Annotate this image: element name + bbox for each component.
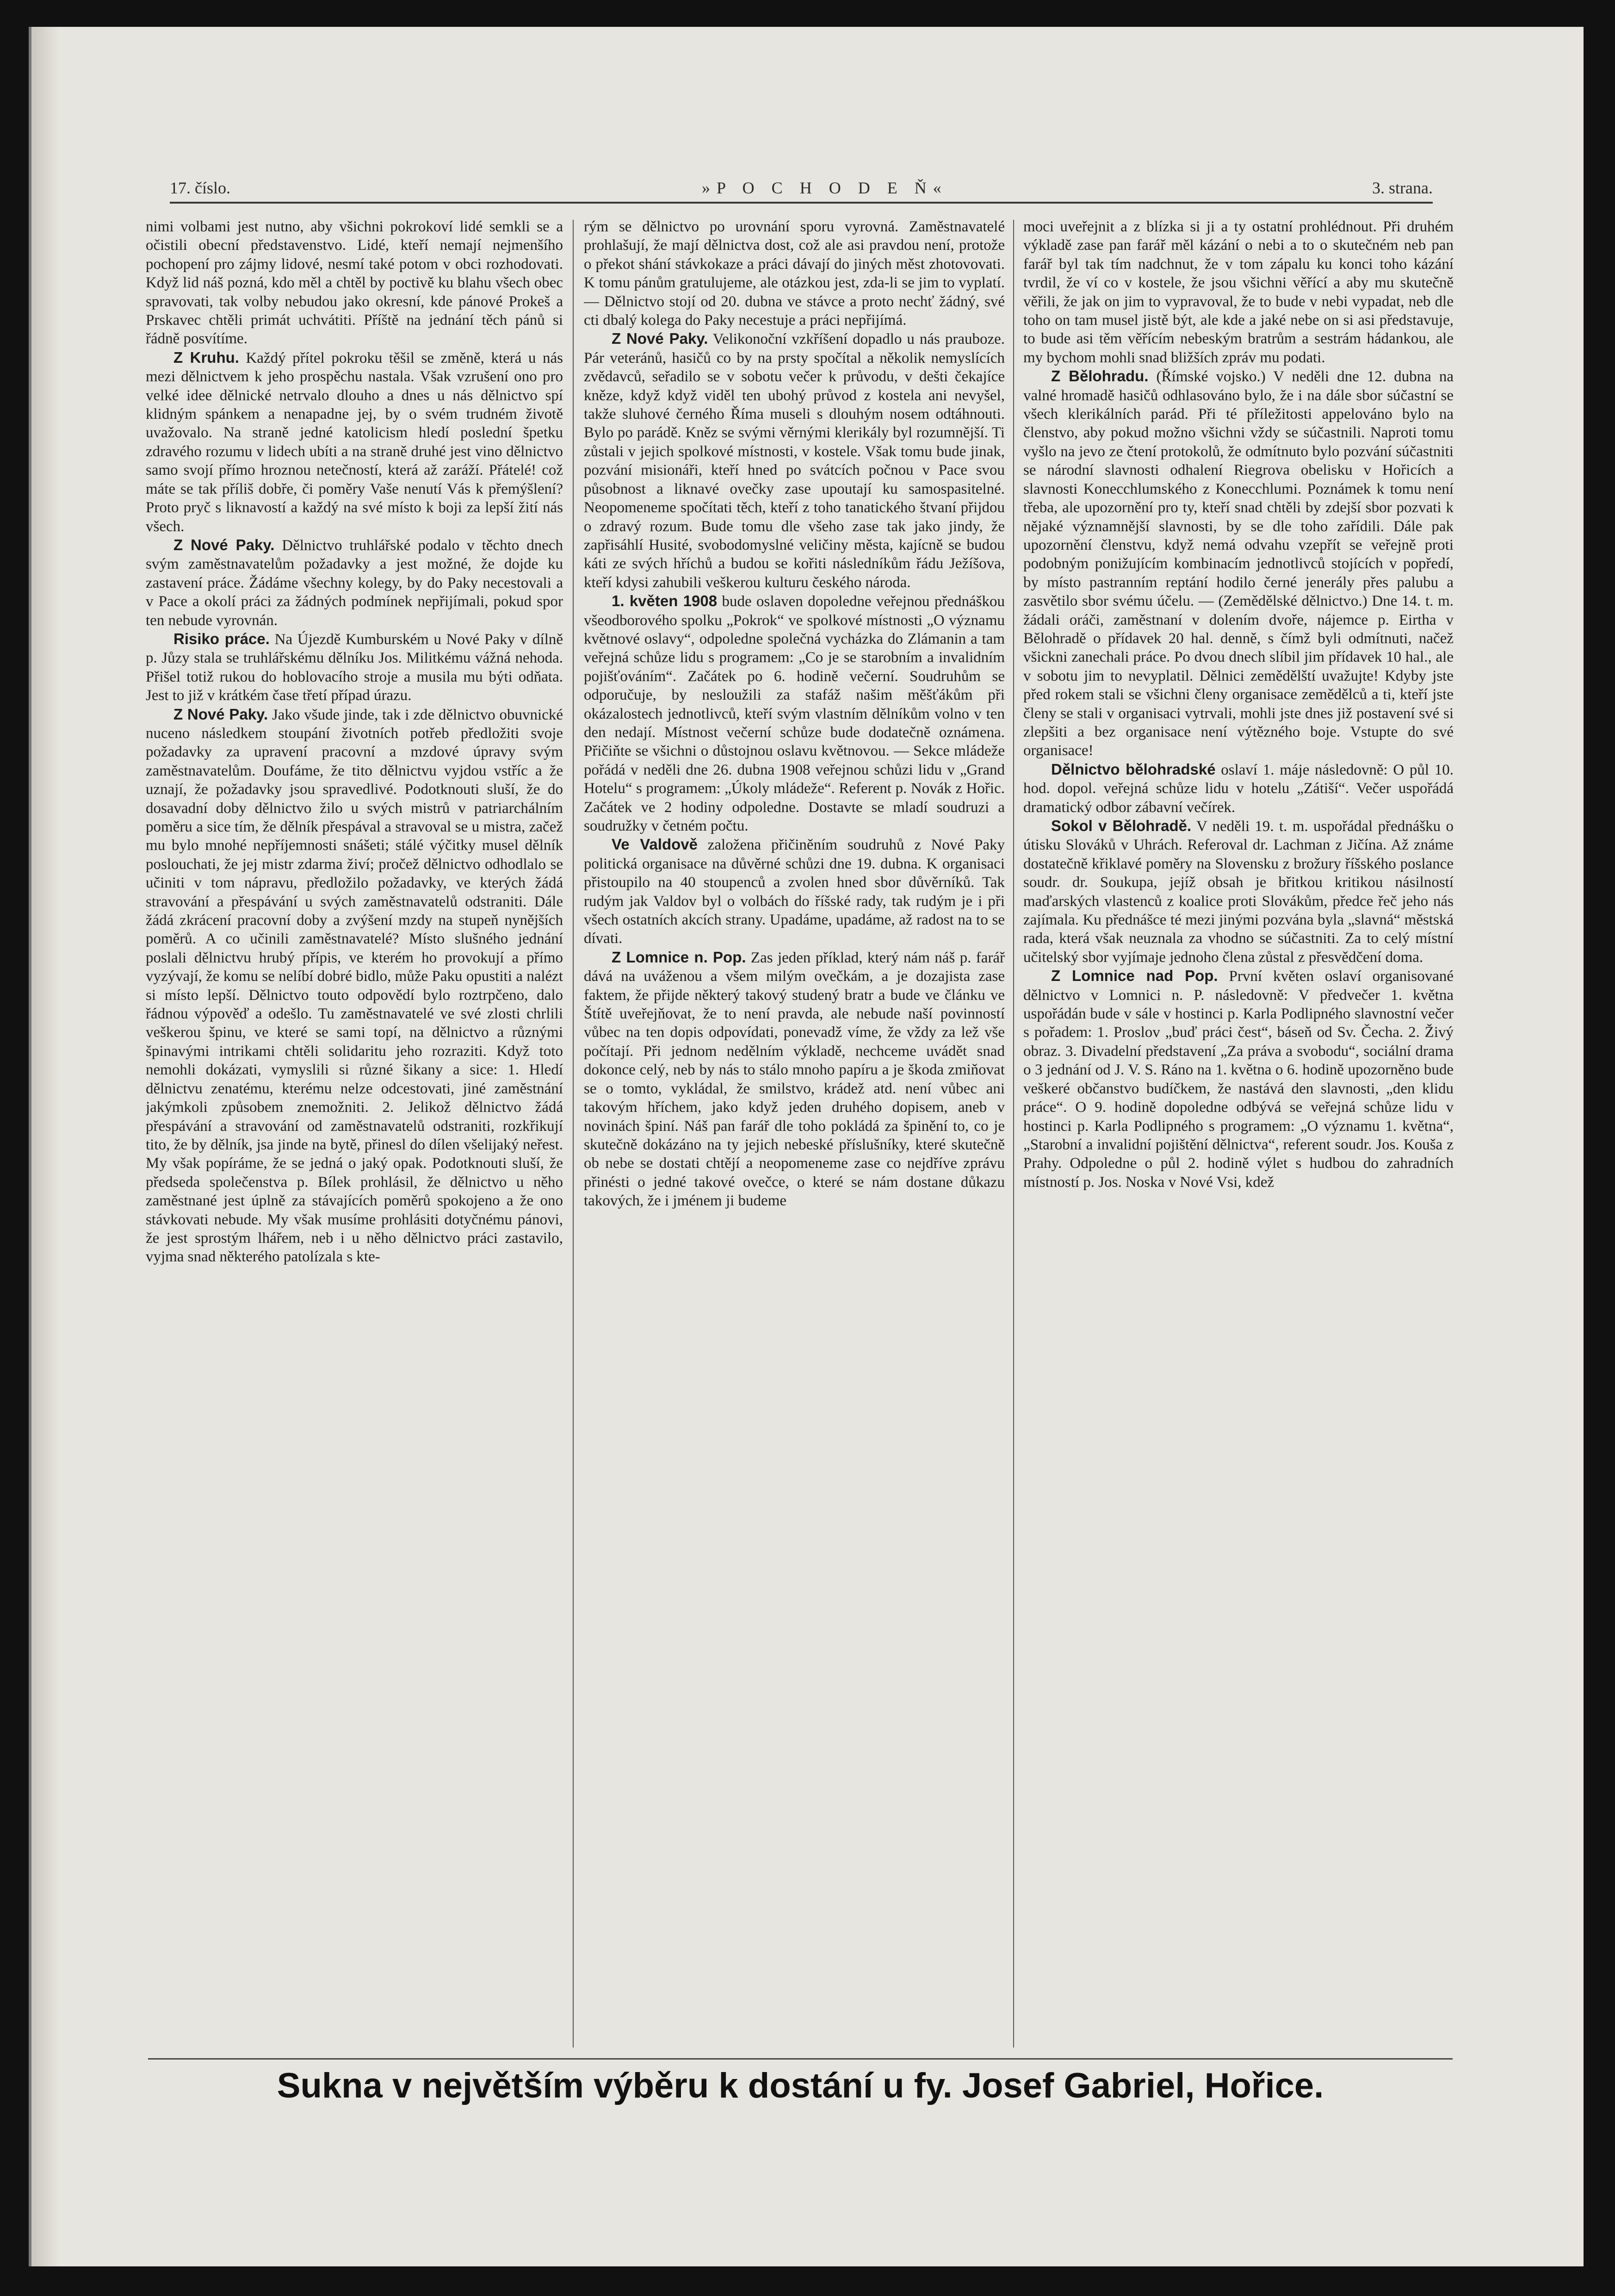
article-paragraph xyxy=(584,592,1005,835)
article-text: bude oslaven dopoledne veřejnou přednáškou všeodborového spolku „Pokrok“ ve spolkové místnosti „O významu květnové oslavy“, odpoledne společná vycházka do Zlámanin a tam veřejná schůze lidu s programem: „Co je se starobním a invalidním pojišťováním“. Začátek po 6. hodině večerní. Soudruhům se odporučuje, by nesloužili za stafáž našim měšťákům při okázalostech jednotlivců, kteří svým vlastním dělníkům volno v ten den nedají. Místnost večerní schůze bude dodatečně oznámena. Přičiňte se všichni o důstojnou oslavu květnovou. — Sekce mládeže pořádá v neděli dne 26. dubna 1908 veřejnou schůzi lidu v „Grand Hotelu“ s programem: „Úkoly mládeže“. Referent p. Novák z Hořic. Začátek ve 2 hodiny odpoledne. Dostavte se mladí soudruzi a soudružky v četném počtu. xyxy=(584,593,1005,834)
article-text: V neděli 19. t. m. uspořádal přednášku o útisku Slováků v Uhrách. Referoval dr. Lachman z Jičína. Až známe dostatečně křiklavé poměry na Slovensku z brožury říšského poslance soudr. dr. Soukupa, jejíž obsah je břitkou kritikou násilností maďarských vlastenců z koalice proti Slovákům, předce řeč jeho nás zajímala. Ku přednášce té mezi jinými pozvána byla „slavná“ městská rada, která však neuznala za vhodno se súčastniti. Za to celý místní učitelský sbor vyjímaje jednoho člena zůstal z přesvědčení doma. xyxy=(1023,818,1454,966)
article-text: oslaví 1. máje následovně: O půl 10. hod. dopol. veřejná schůze lidu v hotelu „Zátiší“. Večer uspořádá dramatický odbor zábavní večírek. xyxy=(1023,761,1454,816)
article-paragraph xyxy=(1023,760,1454,817)
article-paragraph xyxy=(146,536,563,630)
page-number: 3. strana. xyxy=(1372,179,1433,197)
article-paragraph xyxy=(1023,217,1454,367)
article-heading: Z Lomnice n. Pop. xyxy=(612,948,746,966)
text-column-2 xyxy=(584,217,1005,2050)
column-divider xyxy=(573,220,574,2048)
article-paragraph xyxy=(584,948,1005,1210)
article-heading: 1. květen 1908 xyxy=(612,592,718,610)
article-heading: Z Bělohradu. xyxy=(1051,367,1149,385)
article-heading: Z Lomnice nad Pop. xyxy=(1051,967,1218,985)
article-text: Dělnictvo truhlářské podalo v těchto dnech svým zaměstnavatelům požadavky a jest možné, že dojde ku zastavení práce. Žádáme všechny kolegy, by do Paky necestovali a v Pace a okolí práci za žádných podmínek nepřijímali, pokud spor ten nebude vyrovnán. xyxy=(146,537,563,629)
article-text: Zas jeden příklad, který nám náš p. farář dává na uváženou a všem milým ovečkám, a je dozajista zase faktem, že přijde některý takový studený bratr a bude ve článku ve Štítě uveřejňovat, že to není pravda, ale nebude naší povinností vůbec na ten dopis odpovídati, ponevadž víme, že vždy za lež vše počítají. Při jednom nedělním výkladě, nechceme uvádět snad dokonce celý, neb by nás to stálo mnoho papíru a je škoda zmiňovat se o tomto, vykládal, že smilstvo, krádež atd. není vůbec ani takovým hříchem, jako když jeden druhého dopisem, aneb v novinách špiní. Náš pan farář dle toho pokládá za špinění to, co je skutečně dokázáno na ty jejich nebeské příslušníky, které skutečně ob nebe se dostati chtějí a neopomeneme zase co nejdříve zprávu přinésti o jedné takové ovečce, o které se nám dostane důkazu takových, že i jménem ji budeme xyxy=(584,949,1005,1210)
article-text: Na Újezdě Kumburském u Nové Paky v dílně p. Jůzy stala se truhlářskému dělníku Jos. Militkému vážná nehoda. Přišel totiž rukou do hoblovacího stroje a musila mu býti odňata. Jest to již v krátkém čase třetí případ úrazu. xyxy=(146,631,563,704)
article-paragraph xyxy=(1023,967,1454,1191)
article-heading: Dělnictvo bělohradské xyxy=(1051,760,1216,778)
article-text: Každý přítel pokroku těšil se změně, která u nás mezi dělnictvem k jeho prospěchu nastala. Však vzrušení ono pro velké idee dělnické netrvalo dlouho a dnes u nás dělnictvo spí klidným spánkem a nenapadne jej, by o svém trudném životě uvažovalo. Na straně jedné katolicism hledí poslední špetku zdravého rozumu v lidech ubíti a na straně druhé jest vino dělnictvo samo svojí přímo hroznou netečností, která až zaráží. Přátelé! což máte se tak příliš dobře, či poměry Vaše nenutí Vás k přemýšlení? Proto pryč s liknavostí a každý na své místo k boji za lepší žití nás všech. xyxy=(146,349,563,535)
article-text: Jako všude jinde, tak i zde dělnictvo obuvnické nuceno následkem stoupání životních potřeb předložiti svoje požadavky za upravení pracovní a mzdové úpravy svým zaměstnavatelům. Doufáme, že tito dělnictvu vyjdou vstříc a že uznají, že požadavky jsou spravedlivé. Podotknouti sluší, že do dosavadní doby dělnictvo žilo u svých mistrů v patriarchálním poměru a sice tím, že dělník přespával a stravoval se u mistra, začež mu bylo mnohé nepříjemnosti snášeti; stálé výčitky musel dělník poslouchati, že jej mistr zdarma živí; pročež dělnictvo odhodlalo se učiniti v tom nápravu, předložilo požadavky, ve kterých žádá stravování a přespávání u svých zaměstnavatelů odstraniti. Dále žádá zkrácení pracovní doby a zvýšení mzdy na stupeň nynějších poměrů. A co učinili zaměstnavatelé? Místo slušného jednání poslali dělnictvu hrubý přípis, ve kterém ho provokují a přímo vyzývají, že komu se nelíbí dobré bidlo, může Paku opustiti a nalézt si místo lepší. Dělnictvo touto odpovědí bylo roztrpčeno, dalo řádnou výpověď a odešlo. Tu zaměstnavatelé ve své zlosti chrlili veškerou špinu, ve které se sami topí, na dělnictvo a různými špinavými intrikami chtěli solidaritu jeho rozraziti. Když toto nemohli dokázati, vymyslili si různé šikany a sice: 1. Hledí dělnictvu zenatému, kterému nelze odcestovati, jiné zaměstnání jakýmkoli způsobem znemožniti. 2. Jelikož dělnictvo žádá přespávání a stravování od zaměstnavatelů odstraniti, rozkřikují tito, že by dělník, jsa jinde na bytě, přinesl do dílen všelijaký neřest. My však popíráme, že se jedná o jaký opak. Podotknouti sluší, že předseda společenstva p. Bílek prohlásil, že dělnictvo u něho zaměstnané jest úplně za stávajících poměrů spokojeno a že ono stávkovati nebude. My však musíme prohlásiti dotyčnému pánovi, že jest sprostým lhářem, neb i u něho dělnictvo práci zastavilo, vyjma snad některého patolízala s kte- xyxy=(146,706,563,1266)
article-text: Velikonoční vzkříšení dopadlo u nás prauboze. Pár veteránů, hasičů co by na prsty spočítal a několik nemyslících zvědavců, seřadilo se v sobotu večer k průvodu, v dešti čekajíce kněze, když když viděl ten ubohý průvod z kostela ani nevyšel, takže sluhové černého Říma museli s dlouhým nosem odtáhnouti. Bylo po parádě. Kněz se svými věrnými klerikály byl rozumnější. Ti zůstali v jejich spolkové místnosti, v kostele. Však tomu bude jinak, pozvání misionáři, kteří hned po svátcích počnou v Pace svou působnost a liknavé ovečky zase upoutají ku samospasitelné. Neopomeneme spočítati těch, kteří z toho tanatického štvaní přijdou o zdravý rozum. Bude tomu dle všeho zase tak jako jindy, že zapřisáhlí Husité, svobodomyslné veličiny města, kajícně se budou káti ze svých hříchů a budou se kořiti následníkům řádu Ježíšova, kteří kdysi zahubili veškerou kulturu českého národa. xyxy=(584,331,1005,591)
column-divider xyxy=(1013,220,1014,2048)
article-heading: Risiko práce. xyxy=(173,630,270,647)
article-paragraph xyxy=(584,835,1005,948)
article-heading: Z Nové Paky. xyxy=(612,330,708,348)
article-heading: Ve Valdově xyxy=(612,836,698,853)
article-heading: Z Nové Paky. xyxy=(173,536,275,553)
text-column-3 xyxy=(1023,217,1454,2050)
page-header xyxy=(170,178,1433,200)
article-text: nimi volbami jest nutno, aby všichni pokrokoví lidé semkli se a očistili obecní představenstvo. Lidé, kteří nemají nejmenšího pochopení pro zájmy lidové, nesmí také potom v obci rozhodovati. Když lid náš pozná, kdo měl a chtěl by poctivě ku blahu všech obec spravovati, tak volby nebudou jako okresní, kde pánové Prokeš a Prskavec chtěli primát uchvátiti. Příště na jednání těch pánů si řádně posvítíme. xyxy=(146,218,563,348)
text-column-1 xyxy=(146,217,563,2050)
advertisement-rule xyxy=(148,2058,1453,2060)
article-heading: Z Kruhu. xyxy=(173,348,239,366)
article-paragraph xyxy=(146,630,563,705)
article-paragraph xyxy=(1023,817,1454,967)
article-heading: Sokol v Bělohradě. xyxy=(1051,817,1192,834)
article-text: moci uveřejnit a z blízka si ji a ty ostatní prohlédnout. Při druhém výkladě zase pan farář měl kázání o nebi a to o skutečném neb pan farář byl tak tím nadchnut, že v tom zápalu ku konci toho kázání tvrdil, že ví co v kostele, že jsou všichni věřící a aby mu skutečně věřili, že jak on jim to vypravoval, že to bude v nebi vypadat, neb dle toho on tam musel jistě být, ale kde a jaké nebe on si asi představuje, to bude asi těm věřícím nebeským bratrům a sestrám hádankou, ale my bychom mohli snad bližších zpráv mu podati. xyxy=(1023,218,1454,366)
issue-number: 17. číslo. xyxy=(170,179,230,197)
article-heading: Z Nové Paky. xyxy=(173,705,268,723)
article-paragraph xyxy=(146,217,563,348)
article-paragraph xyxy=(584,329,1005,592)
advertisement-banner: Sukna v největším výběru k dostání u fy. Josef Gabriel, Hořice. xyxy=(277,2066,1324,2105)
article-text: První květen oslaví organisované dělnictvo v Lomnici n. P. následovně: V předvečer 1. května uspořádán bude v sále v hostinci p. Karla Podlipného slavnostní večer s pořadem: 1. Proslov „buď práci čest“, báseň od Sv. Čecha. 2. Živý obraz. 3. Divadelní představení „Za práva a svobodu“, sociální drama o 3 jednání od J. V. S. Ráno na 1. května o 6. hodině upozorněno bude veškeré občanstvo budíčkem, že nastává den slavnosti, „den klidu práce“. O 9. hodině dopoledne odbývá se veřejná schůze lidu v hostinci p. Karla Podlipného s programem: „O významu 1. května“, „Starobní a invalidní pojištění dělnictva“, referent soudr. Jos. Kouša z Prahy. Odpoledne o půl 2. hodině výlet s hudbou do zahradních místností p. Jos. Noska v Nové Vsi, kdež xyxy=(1023,968,1454,1191)
header-rule xyxy=(170,202,1433,204)
article-text: rým se dělnictvo po urovnání sporu vyrovná. Zaměstnavatelé prohlašují, že mají dělnictva dost, což ale asi pravdou není, protože o překot shání stávkokaze a práci dávají do jiných měst zhotovovati. K tomu pánům gratulujeme, ale otázkou jest, zda-li se jim to vyplatí. — Dělnictvo stojí od 20. dubna ve stávce a proto nechť žádný, své cti dbalý kolega do Paky necestuje a práci nepřijímá. xyxy=(584,218,1005,329)
article-paragraph xyxy=(584,217,1005,329)
article-paragraph xyxy=(146,705,563,1266)
article-text: založena přičiněním soudruhů z Nové Paky politická organisace na důvěrné schůzi dne 19. dubna. K organisaci přistoupilo na 40 stoupenců a zvolen hned sbor důvěrníků. Tak rudým jak Valdov byl o volbách do říšské rady, tak rudým je i při všech ostatních akcích strany. Upadáme, upadáme, až radost na to se dívati. xyxy=(584,837,1005,947)
article-paragraph xyxy=(146,348,563,536)
article-text: (Římské vojsko.) V neděli dne 12. dubna na valné hromadě hasičů odhlasováno bylo, že i na dále sbor súčastní se všech klerikálních parád. Při té příležitosti appelováno bylo na členstvo, aby pokud možno všichni vždy se súčastnili. Naproti tomu vyšlo na jevo ze čtení protokolů, že odmítnuto bylo pozvání súčastniti se národní slavnosti odhalení Riegrova obelisku v Hořicích a slavnosti Konecchlumského z Konecchlumi. Poznámek k tomu není třeba, ale upozornění pro ty, kteří snad chtěli by zdejší sbor pozvati k nějaké významnější slavnosti, by se dle toho zařídili. Dále pak upozornění členstvu, když nemá odvahu vzepřít se veřejně proti podobným ponižujícím kombinacím jednotlivců stojících v popředí, by místo pastranním reptání hodilo černé jenerály přes palubu a zasvětilo sbor svému účelu. — (Zemědělské dělnictvo.) Dne 14. t. m. žádali oráči, zaměstnaní v dolením dvoře, nájemce p. Eirtha v Bělohradě o přídavek 20 hal. denně, s čímž byli odmítnuti, načež všickni zanechali práce. Po dvou dnech slíbil jim přídavek 10 hal., ale v sobotu jim to nevyplatil. Dělnici zemědělští uvažujte! Kdyby jste před rokem stali se všichni členy organisace zemědělců a ti, kteří jste členy se stali v organisaci vytrvali, mohli jste dnes již postavení své si zlepšiti a bez organisace není výtězného boje. Vstupte do své organisace! xyxy=(1023,368,1454,759)
article-paragraph xyxy=(1023,367,1454,760)
masthead-title: »P O C H O D E Ň« xyxy=(702,179,948,197)
